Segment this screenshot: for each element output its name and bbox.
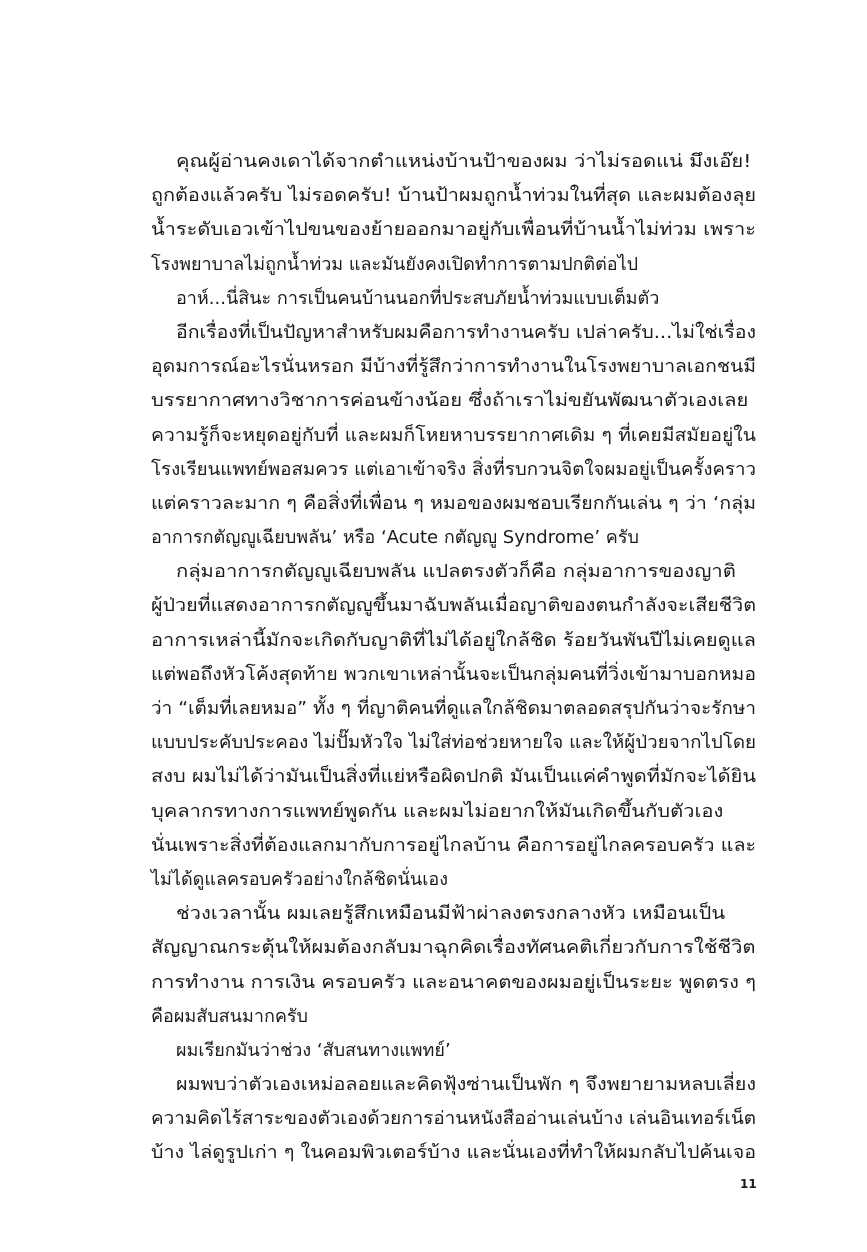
text-line (151, 966, 756, 1000)
text-line-content: โรงเรียนแพทย์พอสมควร แต่เอาเข้าจริง สิ่งที่รบกวนจิตใจผมอยู่เป็นครั้งคราว (151, 458, 757, 480)
text-line-content: ผมเรียกมันว่าช่วง ‘สับสนทางแพทย์’ (176, 1039, 451, 1061)
text-line-content: ว่า “เต็มที่เลยหมอ” ทั้ง ๆ ที่ญาติคนที่ดูแลใกล้ชิดมาตลอดสรุปกันว่าจะรักษา (151, 698, 756, 719)
text-line (151, 1068, 756, 1102)
text-line-content: แต่คราวละมาก ๆ คือสิ่งที่เพื่อน ๆ หมอของผมชอบเรียกกันเล่น ๆ ว่า ‘กลุ่ม (151, 492, 756, 514)
text-line-content: อาการกตัญญูเฉียบพลัน’ หรือ ‘Acute กตัญญู Syndrome’ ครับ (151, 527, 639, 549)
text-line (151, 179, 756, 213)
text-line-content: คือผมสับสนมากครับ (151, 1005, 308, 1027)
text-line (151, 760, 756, 794)
text-line-content: นั่นเพราะสิ่งที่ต้องแลกมากับการอยู่ไกลบ้าน คือการอยู่ไกลครอบครัว และ (151, 834, 757, 856)
text-line (151, 589, 756, 623)
text-line-content: บ้าง ไล่ดูรูปเก่า ๆ ในคอมพิวเตอร์บ้าง และนั่นเองที่ทำให้ผมกลับไปค้นเจอ (151, 1142, 757, 1164)
text-line-content: กลุ่มอาการกตัญญูเฉียบพลัน แปลตรงตัวก็คือ กลุ่มอาการของญาติ (176, 561, 736, 583)
text-line (151, 795, 756, 829)
text-line-content: อุดมการณ์อะไรนั่นหรอก มีบ้างที่รู้สึกว่าการทำงานในโรงพยาบาลเอกชนมี (151, 356, 756, 378)
text-line (151, 521, 756, 555)
text-line (151, 624, 756, 658)
text-line (151, 1034, 756, 1068)
text-line (151, 248, 756, 282)
page-number: 11 (740, 1177, 757, 1191)
text-line-content: การทำงาน การเงิน ครอบครัว และอนาคตของผมอยู่เป็นระยะ พูดตรง ๆ (151, 971, 757, 993)
text-line-content: แบบประคับประคอง ไม่ปั๊มหัวใจ ไม่ใส่ท่อช่วยหายใจ และให้ผู้ป่วยจากไปโดย (151, 732, 756, 754)
text-line-content: อาห์...นี่สินะ การเป็นคนบ้านนอกที่ประสบภัยน้ำท่วมแบบเต็มตัว (176, 287, 660, 309)
text-line (151, 1102, 756, 1136)
text-line-content: คุณผู้อ่านคงเดาได้จากตำแหน่งบ้านป้าของผม ว่าไม่รอดแน่ มึงเอ๊ย! (176, 151, 752, 172)
text-line-content: ถูกต้องแล้วครับ ไม่รอดครับ! บ้านป้าผมถูกน้ำท่วมในที่สุด และผมต้องลุย (151, 185, 757, 207)
text-line-content: ผู้ป่วยที่แสดงอาการกตัญญูขึ้นมาฉับพลันเมื่อญาติของตนกำลังจะเสียชีวิต (151, 595, 757, 617)
text-line (151, 453, 756, 487)
text-line-content: ไม่ได้ดูแลครอบครัวอย่างใกล้ชิดนั่นเอง (151, 868, 448, 890)
text-line-content: อาการเหล่านี้มักจะเกิดกับญาติที่ไม่ได้อยู่ใกล้ชิด ร้อยวันพันปีไม่เคยดูแล (151, 629, 756, 651)
text-line (151, 658, 756, 692)
text-line-content: แต่พอถึงหัวโค้งสุดท้าย พวกเขาเหล่านั้นจะเป็นกลุ่มคนที่วิ่งเข้ามาบอกหมอ (151, 663, 756, 685)
text-line (151, 419, 756, 453)
text-line (151, 1136, 756, 1170)
text-line (151, 487, 756, 521)
text-line-content: สัญญาณกระตุ้นให้ผมต้องกลับมาฉุกคิดเรื่องทัศนคติเกี่ยวกับการใช้ชีวิต (151, 937, 756, 959)
text-line (151, 726, 756, 760)
text-line-content: บรรยากาศทางวิชาการค่อนข้างน้อย ซึ่งถ้าเราไม่ขยันพัฒนาตัวเองเลย (151, 390, 749, 412)
text-line (151, 555, 756, 589)
text-line (151, 282, 756, 316)
text-line (151, 384, 756, 418)
text-line (151, 350, 756, 384)
text-line (151, 692, 756, 726)
text-line (151, 316, 756, 350)
text-line-content: ช่วงเวลานั้น ผมเลยรู้สึกเหมือนมีฟ้าผ่าลงตรงกลางหัว เหมือนเป็น (176, 903, 726, 925)
text-line-content: สงบ ผมไม่ได้ว่ามันเป็นสิ่งที่แย่หรือผิดปกติ มันเป็นแค่คำพูดที่มักจะได้ยิน (151, 766, 757, 788)
page-body (151, 145, 756, 1171)
text-line-content: ความรู้ก็จะหยุดอยู่กับที่ และผมก็โหยหาบรรยากาศเดิม ๆ ที่เคยมีสมัยอยู่ใน (151, 424, 756, 446)
text-line-content: อีกเรื่องที่เป็นปัญหาสำหรับผมคือการทำงานครับ เปล่าครับ...ไม่ใช่เรื่อง (176, 321, 757, 343)
text-line-content: บุคลากรทางการแพทย์พูดกัน และผมไม่อยากให้มันเกิดขึ้นกับตัวเอง (151, 800, 724, 822)
text-line (151, 931, 756, 965)
text-line-content: น้ำระดับเอวเข้าไปขนของย้ายออกมาอยู่กับเพื่อนที่บ้านน้ำไม่ท่วม เพราะ (151, 219, 756, 241)
text-line (151, 1000, 756, 1034)
text-line (151, 145, 756, 179)
text-line-content: ความคิดไร้สาระของตัวเองด้วยการอ่านหนังสืออ่านเล่นบ้าง เล่นอินเทอร์เน็ต (151, 1108, 756, 1130)
text-line (151, 829, 756, 863)
text-line (151, 897, 756, 931)
text-line (151, 213, 756, 247)
text-line-content: โรงพยาบาลไม่ถูกน้ำท่วม และมันยังคงเปิดทำการตามปกติต่อไป (151, 253, 639, 275)
text-line (151, 863, 756, 897)
text-line-content: ผมพบว่าตัวเองเหม่อลอยและคิดฟุ้งซ่านเป็นพัก ๆ จึงพยายามหลบเลี่ยง (176, 1074, 757, 1096)
